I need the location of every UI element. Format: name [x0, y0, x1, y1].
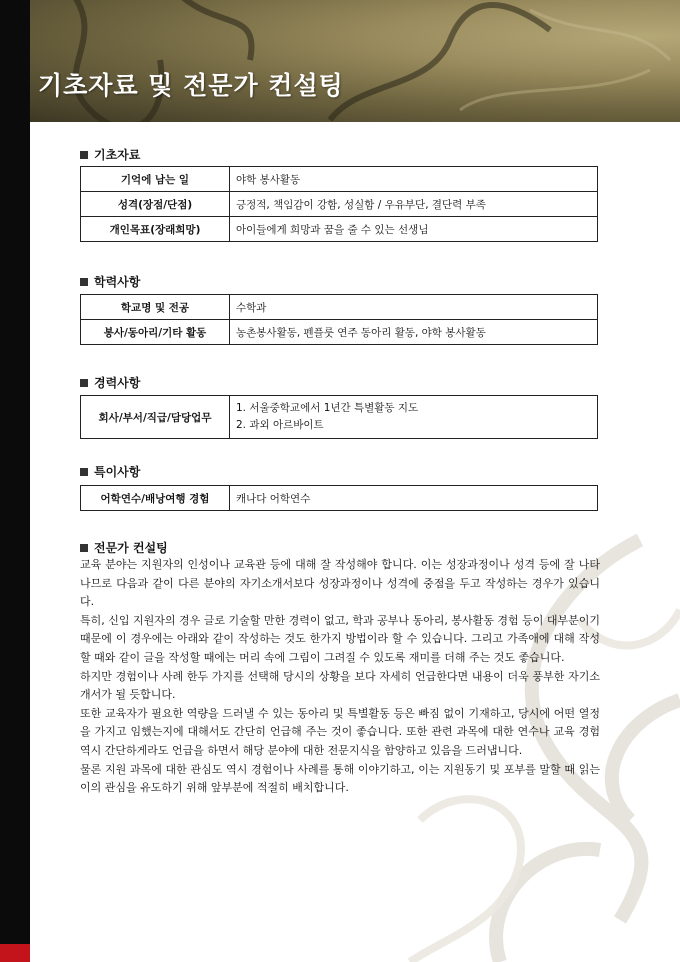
table-value: 야학 봉사활동 — [230, 167, 598, 192]
bullet-square-icon — [80, 278, 88, 286]
table-label: 학교명 및 전공 — [81, 295, 230, 320]
basic-info-table — [80, 166, 598, 242]
special-table — [80, 485, 598, 511]
table-row — [81, 217, 598, 242]
left-red-accent — [0, 944, 30, 962]
consulting-paragraph: 물론 지원 과목에 대한 관심도 역시 경험이나 사례를 통해 이야기하고, 이는 지원동기 및 포부를 말할 때 읽는 이의 관심을 유도하기 위해 앞부분에 적절히 배치합니다. — [80, 762, 600, 795]
section-consulting-title: 전문가 컨설팅 — [94, 541, 168, 555]
section-basic-title: 기초자료 — [94, 148, 141, 162]
table-label: 봉사/동아리/기타 활동 — [81, 320, 230, 345]
bullet-square-icon — [80, 544, 88, 552]
section-career-title: 경력사항 — [94, 376, 141, 390]
section-career-heading — [80, 374, 140, 391]
table-row — [81, 167, 598, 192]
table-row — [81, 320, 598, 345]
left-black-bar — [0, 0, 30, 962]
table-row — [81, 295, 598, 320]
consulting-paragraph: 또한 교육자가 필요한 역량을 드러낼 수 있는 동아리 및 특별활동 등은 빠짐 없이 기재하고, 당시에 어떤 열정을 가지고 임했는지에 대해서도 간단히 언급해 주는 것이 좋습니다. 또한 관련 과목에 대한 연수나 교육 경험 역시 간단하게라도 언급을 하면서 해당 분야에 대한 전문지식을 함양하고 있음을 드러냅니다. — [80, 706, 600, 757]
table-row — [81, 192, 598, 217]
table-value: 농촌봉사활동, 펜플룻 연주 동아리 활동, 야학 봉사활동 — [230, 320, 598, 345]
section-education-heading — [80, 273, 140, 290]
table-value: 긍정적, 책임감이 강함, 성실함 / 우유부단, 결단력 부족 — [230, 192, 598, 217]
table-row — [81, 486, 598, 511]
table-label: 어학연수/배낭여행 경험 — [81, 486, 230, 511]
table-value: 수학과 — [230, 295, 598, 320]
table-label: 기억에 남는 일 — [81, 167, 230, 192]
career-table — [80, 395, 598, 439]
education-table — [80, 294, 598, 345]
header-swirl-ornament — [30, 0, 680, 122]
consulting-paragraph: 하지만 경험이나 사례 한두 가지를 선택해 당시의 상황을 보다 자세히 언급한다면 내용이 더욱 풍부한 자기소개서가 될 듯합니다. — [80, 669, 600, 702]
section-consulting-heading — [80, 539, 168, 556]
consulting-paragraph: 교육 분야는 지원자의 인성이나 교육관 등에 대해 잘 작성해야 합니다. 이는 성장과정이나 성격 등에 잘 나타나므로 다음과 같이 다른 분야의 자기소개서보다 성장과정이나 성격에 중점을 두고 작성하는 경우가 있습니다. — [80, 558, 600, 609]
table-row — [81, 396, 598, 439]
consulting-body — [80, 556, 600, 798]
bullet-square-icon — [80, 151, 88, 159]
section-basic-heading — [80, 146, 140, 163]
career-line-2: 2. 과외 아르바이트 — [236, 419, 324, 431]
table-value: 캐나다 어학연수 — [230, 486, 598, 511]
career-line-1: 1. 서울중학교에서 1년간 특별활동 지도 — [236, 402, 419, 414]
consulting-paragraph: 특히, 신입 지원자의 경우 글로 기술할 만한 경력이 없고, 학과 공부나 동아리, 봉사활동 경험 등이 대부분이기 때문에 이 경우에는 아래와 같이 작성하는 것도 한가지 방법이라 할 수 있습니다. 그리고 가족애에 대해 작성할 때와 같이 글을 작성할 때에는 머리 속에 그림이 그려질 수 있도록 재미를 더해 주는 것도 좋습니다. — [80, 613, 600, 664]
bullet-square-icon — [80, 468, 88, 476]
table-value — [230, 396, 598, 439]
header-band — [30, 0, 680, 122]
page-title: 기초자료 및 전문가 컨설팅 — [38, 71, 344, 100]
bullet-square-icon — [80, 379, 88, 387]
section-education-title: 학력사항 — [94, 275, 141, 289]
section-special-heading — [80, 463, 140, 480]
section-special-title: 특이사항 — [94, 465, 141, 479]
table-label: 개인목표(장래희망) — [81, 217, 230, 242]
table-value: 아이들에게 희망과 꿈을 줄 수 있는 선생님 — [230, 217, 598, 242]
table-label: 회사/부서/직급/담당업무 — [81, 396, 230, 439]
table-label: 성격(장점/단점) — [81, 192, 230, 217]
